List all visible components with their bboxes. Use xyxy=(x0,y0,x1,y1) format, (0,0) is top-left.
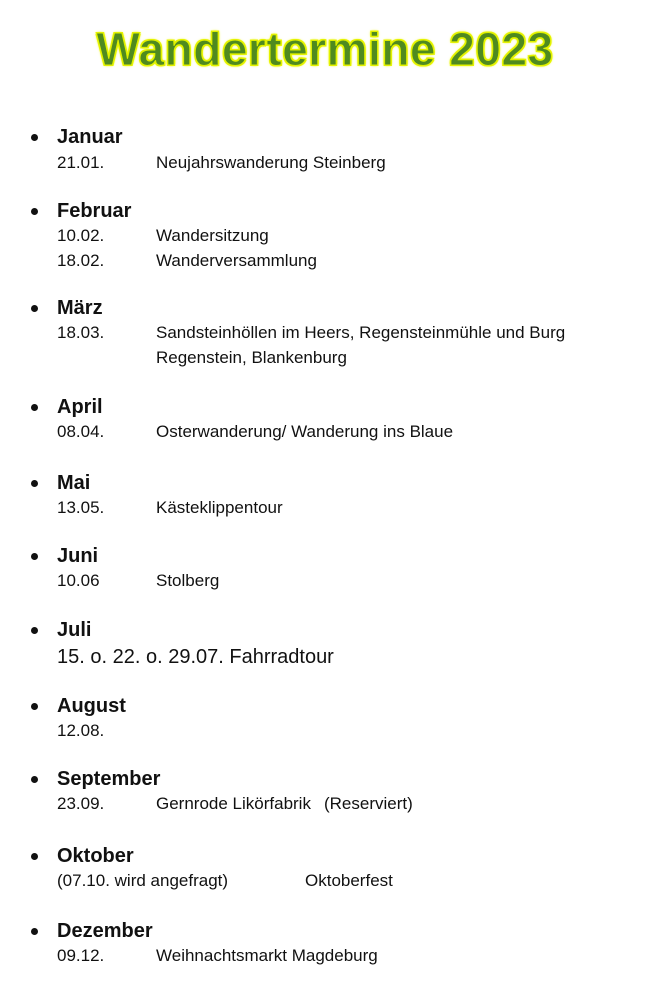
event-date: 18.03. xyxy=(57,323,105,342)
event-entry xyxy=(57,869,393,893)
event-date: 21.01. xyxy=(57,153,105,172)
event-date: 09.12. xyxy=(57,946,105,965)
event-title: Neujahrswanderung Steinberg xyxy=(156,153,386,172)
event-title: Weihnachtsmarkt Magdeburg xyxy=(156,946,378,965)
event-entry xyxy=(57,496,283,520)
event-date: 10.06 xyxy=(57,571,100,590)
event-entry xyxy=(57,719,156,743)
event-entry xyxy=(57,224,269,248)
month-heading: Dezember xyxy=(57,920,153,942)
bullet-icon xyxy=(31,404,38,411)
event-entry xyxy=(57,321,565,345)
event-date: 18.02. xyxy=(57,251,105,270)
bullet-icon xyxy=(31,776,38,783)
event-entry xyxy=(57,249,317,273)
month-heading: August xyxy=(57,695,126,717)
page-title: Wandertermine 2023 xyxy=(96,23,554,75)
event-title: Osterwanderung/ Wanderung ins Blaue xyxy=(156,422,454,441)
event-title: Wandersitzung xyxy=(156,226,269,245)
bullet-icon xyxy=(31,208,38,215)
month-heading: Oktober xyxy=(57,845,134,867)
bullet-icon xyxy=(31,553,38,560)
bullet-icon xyxy=(31,480,38,487)
event-entry xyxy=(57,944,378,968)
month-heading: April xyxy=(57,396,103,418)
bullet-icon xyxy=(31,627,38,634)
event-date: 12.08. xyxy=(57,721,105,740)
event-note: (Reserviert) xyxy=(323,794,413,813)
event-title: Wanderversammlung xyxy=(156,251,317,270)
event-date-note: (07.10. wird angefragt) xyxy=(57,871,229,890)
month-heading: Januar xyxy=(57,126,123,148)
month-heading: Juni xyxy=(57,545,99,567)
month-heading: Mai xyxy=(57,472,91,494)
event-title: Kästeklippentour xyxy=(156,498,283,517)
month-heading: Juli xyxy=(57,619,92,641)
bullet-icon xyxy=(31,928,38,935)
event-title: Stolberg xyxy=(156,571,220,590)
month-heading: März xyxy=(57,297,103,319)
month-heading: Februar xyxy=(57,200,132,222)
bullet-icon xyxy=(31,134,38,141)
event-date: 13.05. xyxy=(57,498,105,517)
event-entry xyxy=(57,151,386,175)
event-entry: 15. o. 22. o. 29.07. Fahrradtour xyxy=(57,646,334,668)
bullet-icon xyxy=(31,853,38,860)
bullet-icon xyxy=(31,305,38,312)
event-title: Gernrode Likörfabrik xyxy=(156,794,311,813)
bullet-icon xyxy=(31,703,38,710)
event-date: 08.04. xyxy=(57,422,105,441)
event-title: Sandsteinhöllen im Heers, Regensteinmühle und Burg xyxy=(156,323,566,342)
event-date: 23.09. xyxy=(57,794,105,813)
event-title: Oktoberfest xyxy=(305,871,393,890)
event-entry-continuation xyxy=(57,346,347,370)
month-heading: September xyxy=(57,768,161,790)
event-entry xyxy=(57,569,219,593)
event-entry xyxy=(57,420,453,444)
event-date: 10.02. xyxy=(57,226,105,245)
event-title-continuation: Regenstein, Blankenburg xyxy=(156,348,347,367)
event-entry xyxy=(57,792,413,816)
